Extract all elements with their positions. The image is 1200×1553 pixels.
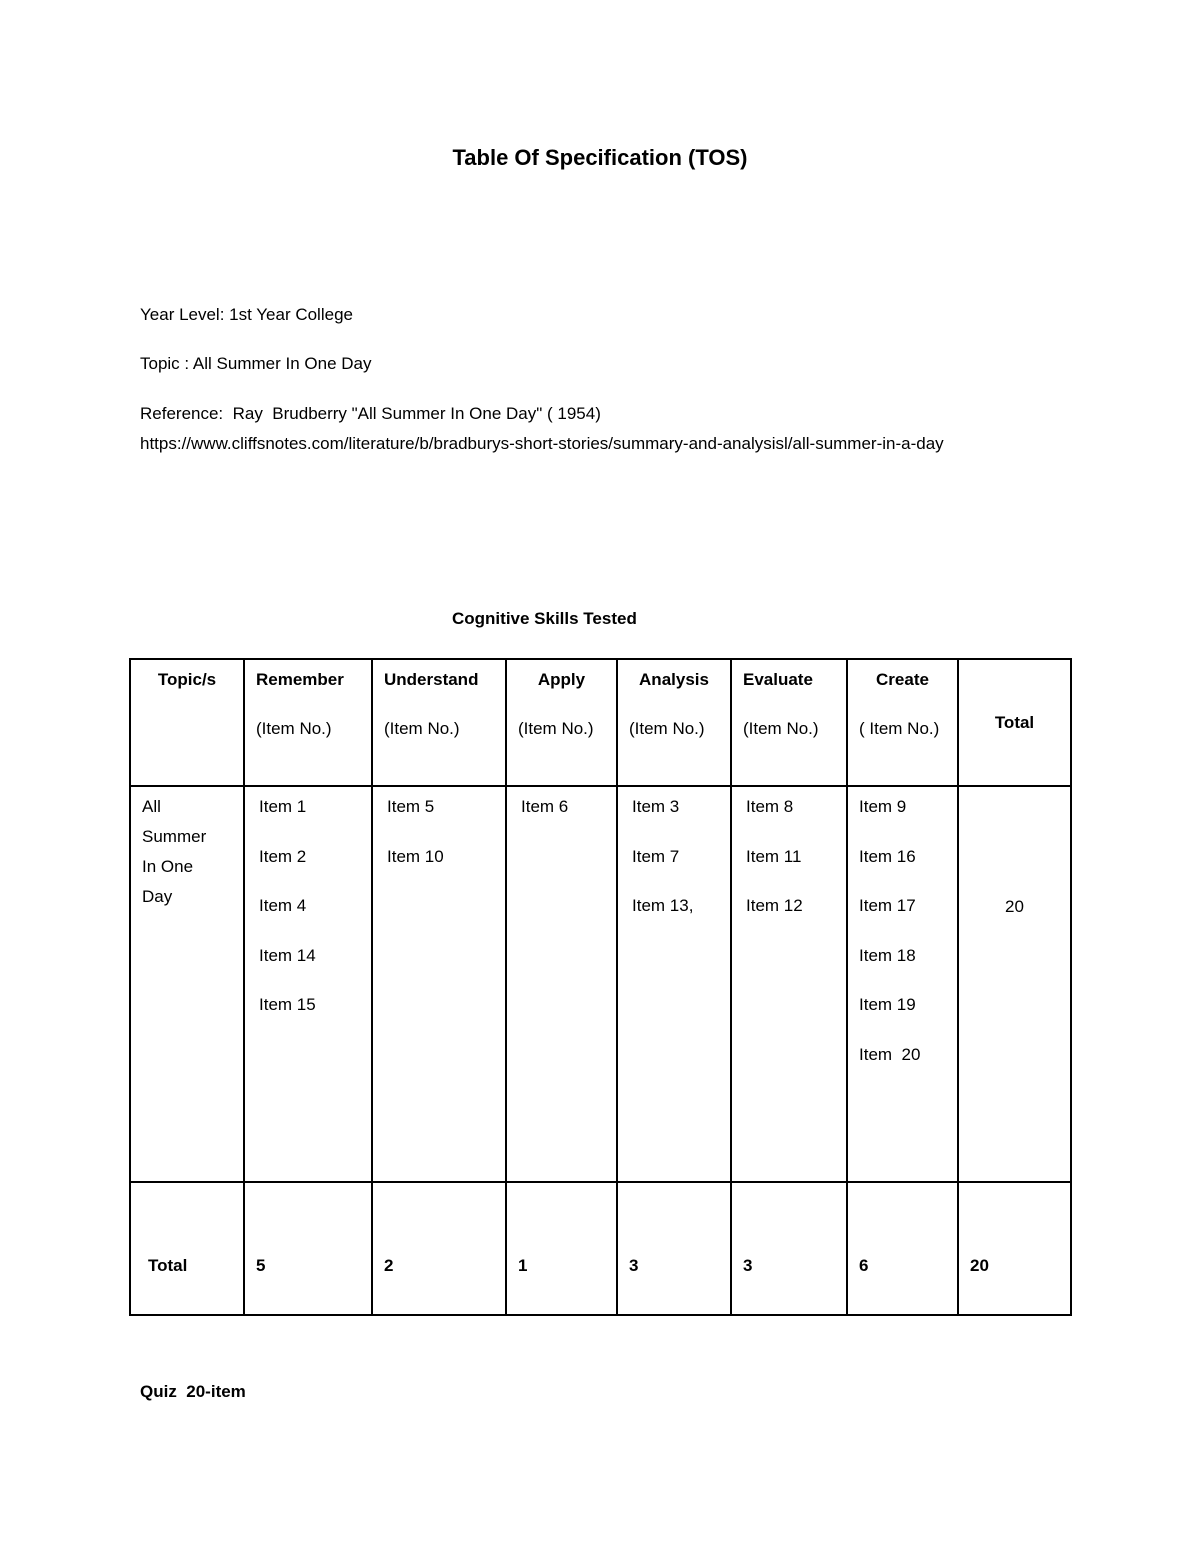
reference-text: Reference: Ray Brudberry "All Summer In One Day" ( 1954) <box>140 404 601 423</box>
list-item: Item 20 <box>859 1044 921 1064</box>
totals-row <box>130 1182 1071 1315</box>
list-item: Item 7 <box>632 846 680 866</box>
list-item: Item 3 <box>632 797 680 816</box>
row-create <box>847 786 958 1182</box>
list-item: Item 12 <box>746 896 803 915</box>
row-remember <box>244 786 372 1182</box>
totals-label: Total <box>130 1182 244 1315</box>
header-understand: Understand (Item No.) <box>372 659 506 786</box>
header-analysis: Analysis (Item No.) <box>617 659 731 786</box>
totals-total: 20 <box>958 1182 1071 1315</box>
list-item: Item 8 <box>746 797 794 816</box>
list-item: Item 13, <box>632 896 694 915</box>
page-title: Table Of Specification (TOS) <box>452 145 748 170</box>
totals-evaluate: 3 <box>731 1182 847 1315</box>
totals-analysis: 3 <box>617 1182 731 1315</box>
reference-block <box>140 399 1065 459</box>
table-row <box>130 786 1071 1182</box>
header-create: Create ( Item No.) <box>847 659 958 786</box>
totals-create: 6 <box>847 1182 958 1315</box>
table-caption: Cognitive Skills Tested <box>452 609 637 628</box>
list-item: Item 6 <box>521 797 569 816</box>
row-analysis <box>617 786 731 1182</box>
row-evaluate <box>731 786 847 1182</box>
list-item: Item 10 <box>387 846 444 866</box>
list-item: Item 5 <box>387 797 435 816</box>
row-apply <box>506 786 617 1182</box>
list-item: Item 17 <box>859 896 916 915</box>
totals-apply: 1 <box>506 1182 617 1315</box>
quiz-footer: Quiz 20-item <box>140 1382 246 1401</box>
row-total: 20 <box>958 786 1071 1182</box>
topic-line: Topic : All Summer In One Day <box>140 354 372 373</box>
list-item: Item 19 <box>859 995 916 1014</box>
header-total: Total <box>958 659 1071 786</box>
list-item: Item 18 <box>859 945 916 965</box>
row-topic: All Summer In One Day <box>130 786 244 1182</box>
list-item: Item 4 <box>259 896 307 915</box>
list-item: Item 1 <box>259 797 307 816</box>
totals-understand: 2 <box>372 1182 506 1315</box>
specification-table <box>129 658 1072 1316</box>
header-evaluate: Evaluate (Item No.) <box>731 659 847 786</box>
header-row <box>130 659 1071 786</box>
list-item: Item 15 <box>259 995 316 1014</box>
year-level: Year Level: 1st Year College <box>140 305 353 324</box>
list-item: Item 11 <box>746 846 802 866</box>
list-item: Item 14 <box>259 945 316 965</box>
row-understand <box>372 786 506 1182</box>
header-remember: Remember (Item No.) <box>244 659 372 786</box>
list-item: Item 9 <box>859 797 907 816</box>
reference-url: https://www.cliffsnotes.com/literature/b/bradburys-short-stories/summary-and-analysisl/all-summer-in-a-day <box>140 434 944 453</box>
header-topic: Topic/s <box>130 659 244 786</box>
list-item: Item 16 <box>859 846 916 866</box>
header-apply: Apply (Item No.) <box>506 659 617 786</box>
totals-remember: 5 <box>244 1182 372 1315</box>
list-item: Item 2 <box>259 846 307 866</box>
